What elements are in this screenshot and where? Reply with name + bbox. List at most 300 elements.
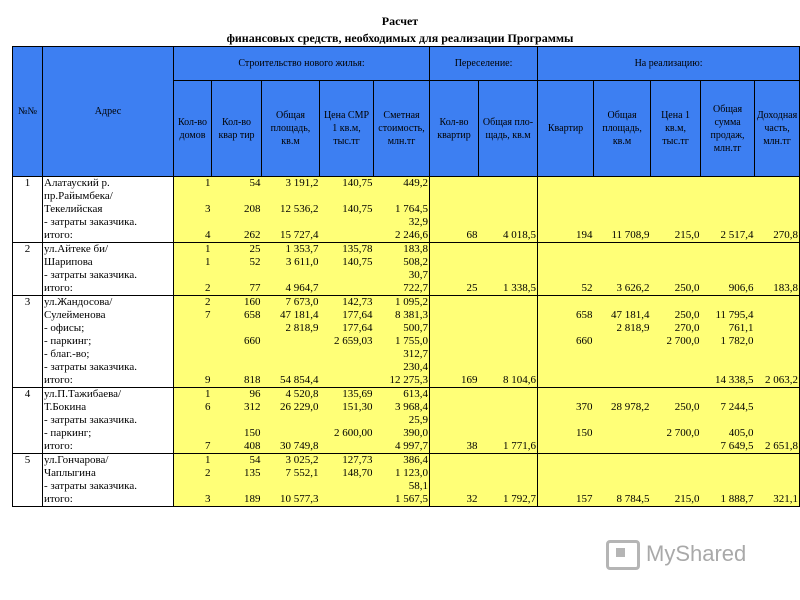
row-value: 500,7 [374, 322, 430, 335]
row-address: ул.Жандосова/ [43, 296, 174, 310]
row-num [13, 493, 43, 507]
table-row [13, 361, 800, 374]
row-value: 32 [430, 493, 479, 507]
row-num [13, 282, 43, 296]
table-row [13, 467, 800, 480]
row-value [594, 269, 651, 282]
row-value [755, 243, 800, 257]
row-value [651, 454, 701, 468]
header-apartments: Кол-во квар тир [212, 81, 262, 177]
row-value [320, 229, 374, 243]
row-value [262, 216, 320, 229]
row-value: 3 611,0 [262, 256, 320, 269]
table-row [13, 348, 800, 361]
row-value: 1 095,2 [374, 296, 430, 310]
row-value: 3 968,4 [374, 401, 430, 414]
row-value [755, 309, 800, 322]
row-value [538, 480, 594, 493]
row-address: - затраты заказчика. [43, 414, 174, 427]
row-num [13, 322, 43, 335]
row-address: ул.Гончарова/ [43, 454, 174, 468]
table-row [13, 190, 800, 203]
row-value: 47 181,4 [594, 309, 651, 322]
header-houses: Кол-во домов [174, 81, 212, 177]
row-value: 38 [430, 440, 479, 454]
row-value: 3 025,2 [262, 454, 320, 468]
row-value [755, 348, 800, 361]
row-value: 12 536,2 [262, 203, 320, 216]
row-value [594, 256, 651, 269]
row-value: 14 338,5 [701, 374, 755, 388]
row-value [755, 414, 800, 427]
row-value: 54 [212, 177, 262, 191]
row-value: 4 520,8 [262, 388, 320, 402]
row-value [212, 269, 262, 282]
row-value [430, 454, 479, 468]
row-value [538, 388, 594, 402]
row-value [651, 361, 701, 374]
row-value: 7 244,5 [701, 401, 755, 414]
row-value: 4 997,7 [374, 440, 430, 454]
row-value [479, 190, 538, 203]
row-value: 4 018,5 [479, 229, 538, 243]
row-value [701, 361, 755, 374]
header-smr-price: Цена СМР 1 кв.м, тыс.тг [320, 81, 374, 177]
row-num: 3 [13, 296, 43, 310]
row-value [651, 480, 701, 493]
row-value: 1 123,0 [374, 467, 430, 480]
row-value [374, 190, 430, 203]
row-num: 5 [13, 454, 43, 468]
row-value [320, 374, 374, 388]
row-address: Чаплыгина [43, 467, 174, 480]
row-num [13, 256, 43, 269]
row-value [430, 177, 479, 191]
table-row [13, 203, 800, 216]
row-address: пр.Райымбека/ [43, 190, 174, 203]
row-value [594, 454, 651, 468]
row-value [174, 335, 212, 348]
table-row [13, 216, 800, 229]
row-value: 1 [174, 177, 212, 191]
row-value: 270,0 [651, 322, 701, 335]
row-value [479, 269, 538, 282]
row-value [430, 243, 479, 257]
row-num [13, 229, 43, 243]
row-value [174, 348, 212, 361]
row-value: 8 104,6 [479, 374, 538, 388]
row-value: 1 792,7 [479, 493, 538, 507]
row-value [320, 216, 374, 229]
row-value [479, 177, 538, 191]
row-value [755, 335, 800, 348]
row-value: 30,7 [374, 269, 430, 282]
row-value: 321,1 [755, 493, 800, 507]
row-value: 142,73 [320, 296, 374, 310]
row-num: 4 [13, 388, 43, 402]
row-value: 30 749,8 [262, 440, 320, 454]
table-row [13, 454, 800, 468]
row-value [320, 440, 374, 454]
row-value [174, 322, 212, 335]
row-value [755, 203, 800, 216]
row-value [430, 309, 479, 322]
row-address: - благ.-во; [43, 348, 174, 361]
row-value: 2 [174, 467, 212, 480]
header-estimate-cost: Сметная стоимость, млн.тг [374, 81, 430, 177]
row-value [594, 348, 651, 361]
row-value [755, 256, 800, 269]
row-value: 189 [212, 493, 262, 507]
row-value: 1 [174, 388, 212, 402]
row-value [430, 256, 479, 269]
table-row [13, 269, 800, 282]
row-num: 2 [13, 243, 43, 257]
row-value [212, 361, 262, 374]
row-value: 390,0 [374, 427, 430, 440]
row-value: 4 [174, 229, 212, 243]
header-res-area: Общая пло-щадь, кв.м [479, 81, 538, 177]
row-value [594, 427, 651, 440]
row-num [13, 414, 43, 427]
row-value: 135,69 [320, 388, 374, 402]
table-row [13, 414, 800, 427]
row-value: 1 [174, 256, 212, 269]
financing-table [12, 46, 800, 507]
row-value [651, 348, 701, 361]
row-value [755, 322, 800, 335]
row-num [13, 361, 43, 374]
row-value [755, 401, 800, 414]
row-value: 2 517,4 [701, 229, 755, 243]
row-value: 135,78 [320, 243, 374, 257]
row-value [538, 216, 594, 229]
row-address: - затраты заказчика. [43, 269, 174, 282]
row-value [430, 348, 479, 361]
row-value: 1 353,7 [262, 243, 320, 257]
row-value [701, 203, 755, 216]
row-address: ул.П.Тажибаева/ [43, 388, 174, 402]
header-num: №№ [13, 47, 43, 177]
row-value [430, 216, 479, 229]
row-value [594, 190, 651, 203]
row-value: 177,64 [320, 322, 374, 335]
row-value [701, 216, 755, 229]
row-value [538, 256, 594, 269]
row-value: 183,8 [755, 282, 800, 296]
row-address: - паркинг; [43, 427, 174, 440]
row-value [651, 243, 701, 257]
row-value [755, 177, 800, 191]
row-value [701, 243, 755, 257]
row-value: 140,75 [320, 203, 374, 216]
header-profit-share: Доходная часть, млн.тг [755, 81, 800, 177]
row-value [594, 177, 651, 191]
row-value: 3 [174, 203, 212, 216]
row-value [212, 414, 262, 427]
row-address: - офисы; [43, 322, 174, 335]
row-value: 208 [212, 203, 262, 216]
row-value [701, 388, 755, 402]
row-value [651, 190, 701, 203]
table-row [13, 480, 800, 493]
row-value [479, 335, 538, 348]
row-value [479, 243, 538, 257]
row-address: ул.Айтеке би/ [43, 243, 174, 257]
row-value [212, 322, 262, 335]
row-value: 7 673,0 [262, 296, 320, 310]
row-value [320, 414, 374, 427]
row-value [701, 348, 755, 361]
row-value [479, 309, 538, 322]
row-value: 3 626,2 [594, 282, 651, 296]
row-value [212, 216, 262, 229]
row-value [212, 190, 262, 203]
row-value [651, 216, 701, 229]
row-value: 2 651,8 [755, 440, 800, 454]
row-value: 2 063,2 [755, 374, 800, 388]
row-value: 7 [174, 440, 212, 454]
row-value: 386,4 [374, 454, 430, 468]
row-value: 32,9 [374, 216, 430, 229]
row-value [755, 454, 800, 468]
header-address: Адрес [43, 47, 174, 177]
row-value [594, 480, 651, 493]
row-value: 25,9 [374, 414, 430, 427]
row-value [479, 454, 538, 468]
row-value: 6 [174, 401, 212, 414]
row-value: 96 [212, 388, 262, 402]
row-value: 12 275,3 [374, 374, 430, 388]
header-total-area: Общая площадь, кв.м [262, 81, 320, 177]
row-value [174, 216, 212, 229]
row-value: 52 [212, 256, 262, 269]
row-value [320, 190, 374, 203]
row-value: 140,75 [320, 177, 374, 191]
row-value [755, 427, 800, 440]
row-value [262, 427, 320, 440]
row-value [701, 190, 755, 203]
row-value [320, 480, 374, 493]
row-value: 1 782,0 [701, 335, 755, 348]
table-row [13, 177, 800, 191]
row-value: 1 338,5 [479, 282, 538, 296]
row-value [262, 414, 320, 427]
row-value: 52 [538, 282, 594, 296]
row-value [538, 440, 594, 454]
row-value [701, 256, 755, 269]
row-value: 28 978,2 [594, 401, 651, 414]
row-value: 2 818,9 [594, 322, 651, 335]
table-row [13, 243, 800, 257]
row-num [13, 190, 43, 203]
row-value: 761,1 [701, 322, 755, 335]
row-value: 58,1 [374, 480, 430, 493]
row-value: 135 [212, 467, 262, 480]
row-value: 3 [174, 493, 212, 507]
row-value [262, 190, 320, 203]
header-resettlement: Переселение: [430, 47, 538, 81]
row-value: 25 [212, 243, 262, 257]
row-value: 10 577,3 [262, 493, 320, 507]
row-value: 2 659,03 [320, 335, 374, 348]
row-value: 2 600,00 [320, 427, 374, 440]
row-value [430, 190, 479, 203]
row-value: 2 [174, 296, 212, 310]
table-row [13, 309, 800, 322]
row-value [174, 414, 212, 427]
row-address: Текелийская [43, 203, 174, 216]
table-row [13, 388, 800, 402]
row-value [755, 467, 800, 480]
table-row [13, 322, 800, 335]
row-value [212, 348, 262, 361]
row-value [651, 374, 701, 388]
row-value: 177,64 [320, 309, 374, 322]
row-value [651, 388, 701, 402]
row-value: 508,2 [374, 256, 430, 269]
watermark-logo-icon [606, 540, 640, 570]
header-sale-price: Цена 1 кв.м, тыс.тг [651, 81, 701, 177]
row-num: 1 [13, 177, 43, 191]
row-value: 148,70 [320, 467, 374, 480]
row-value [479, 414, 538, 427]
row-address: - затраты заказчика. [43, 216, 174, 229]
row-value: 68 [430, 229, 479, 243]
row-value: 1 888,7 [701, 493, 755, 507]
row-value: 250,0 [651, 282, 701, 296]
header-sale-apartments: Квартир [538, 81, 594, 177]
row-value [538, 177, 594, 191]
title-line-1: Расчет [381, 14, 419, 28]
table-row [13, 401, 800, 414]
row-value [479, 401, 538, 414]
row-value: 7 552,1 [262, 467, 320, 480]
row-value [594, 440, 651, 454]
row-value [538, 454, 594, 468]
row-value [651, 440, 701, 454]
row-value: 250,0 [651, 309, 701, 322]
row-value: 157 [538, 493, 594, 507]
row-num [13, 401, 43, 414]
table-row [13, 427, 800, 440]
row-value: 54 854,4 [262, 374, 320, 388]
row-value: 215,0 [651, 229, 701, 243]
row-address: - затраты заказчика. [43, 361, 174, 374]
header-res-apartments: Кол-во квартир [430, 81, 479, 177]
row-value [594, 467, 651, 480]
row-value: 818 [212, 374, 262, 388]
row-value: 2 246,6 [374, 229, 430, 243]
watermark: MyShared [606, 540, 746, 570]
row-value: 660 [212, 335, 262, 348]
row-value: 449,2 [374, 177, 430, 191]
table-row [13, 493, 800, 507]
row-value [320, 493, 374, 507]
row-value: 1 567,5 [374, 493, 430, 507]
row-value [651, 269, 701, 282]
row-value [479, 203, 538, 216]
row-value [755, 388, 800, 402]
row-value [755, 480, 800, 493]
header-sale-area: Общая площадь, кв.м [594, 81, 651, 177]
row-value [479, 388, 538, 402]
row-value [430, 414, 479, 427]
table-row [13, 335, 800, 348]
row-num [13, 203, 43, 216]
row-address: Т.Бокина [43, 401, 174, 414]
row-value: 127,73 [320, 454, 374, 468]
row-value [651, 296, 701, 310]
row-value: 262 [212, 229, 262, 243]
row-value [594, 243, 651, 257]
row-value: 54 [212, 454, 262, 468]
row-value [594, 388, 651, 402]
row-address: - затраты заказчика. [43, 480, 174, 493]
table-row [13, 296, 800, 310]
row-value: 11 795,4 [701, 309, 755, 322]
row-value: 150 [212, 427, 262, 440]
row-value [430, 269, 479, 282]
row-value: 9 [174, 374, 212, 388]
row-value [538, 322, 594, 335]
row-value: 11 708,9 [594, 229, 651, 243]
title-line-2: финансовых средств, необходимых для реализации Программы [226, 31, 574, 45]
row-num [13, 335, 43, 348]
row-value: 151,30 [320, 401, 374, 414]
row-value: 1 764,5 [374, 203, 430, 216]
row-address: Шарипова [43, 256, 174, 269]
row-value: 194 [538, 229, 594, 243]
row-value [594, 414, 651, 427]
row-value: 270,8 [755, 229, 800, 243]
row-value [430, 296, 479, 310]
row-value [430, 322, 479, 335]
row-value [651, 414, 701, 427]
row-value: 312,7 [374, 348, 430, 361]
row-value [212, 480, 262, 493]
row-value [174, 427, 212, 440]
row-value [479, 480, 538, 493]
header-sale-total: Общая сумма продаж, млн.тг [701, 81, 755, 177]
row-value [320, 269, 374, 282]
row-value [430, 361, 479, 374]
row-value [701, 296, 755, 310]
row-value: 370 [538, 401, 594, 414]
row-address: - паркинг; [43, 335, 174, 348]
row-value: 658 [538, 309, 594, 322]
row-value [538, 467, 594, 480]
row-num [13, 427, 43, 440]
row-value: 722,7 [374, 282, 430, 296]
row-value [594, 203, 651, 216]
row-value [538, 269, 594, 282]
row-value [430, 401, 479, 414]
header-sale: На реализацию: [538, 47, 800, 81]
row-value: 169 [430, 374, 479, 388]
row-value: 230,4 [374, 361, 430, 374]
row-value: 1 755,0 [374, 335, 430, 348]
row-value: 26 229,0 [262, 401, 320, 414]
row-value [538, 348, 594, 361]
row-value: 613,4 [374, 388, 430, 402]
row-value [538, 414, 594, 427]
row-value [594, 216, 651, 229]
row-value [479, 256, 538, 269]
row-value: 1 771,6 [479, 440, 538, 454]
row-num [13, 269, 43, 282]
row-value [320, 282, 374, 296]
